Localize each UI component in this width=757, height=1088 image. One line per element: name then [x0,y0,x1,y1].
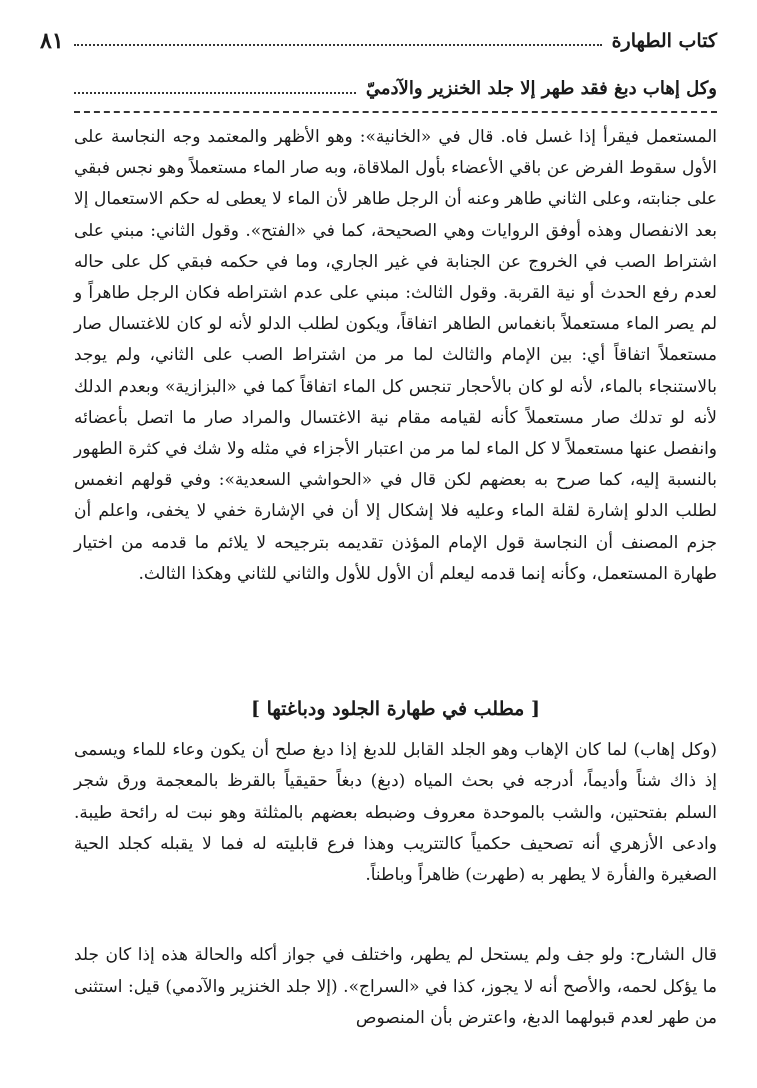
dotted-leader [74,44,602,46]
commentary-text: (وكل إهاب) لما كان الإهاب وهو الجلد القابل للدبغ إذا دبغ صلح أن يكون وعاء للماء ويسمى إذ ذاك شناً وأديماً، أدرجه في بحث المياه (دبغ) دبغاً حقيقياً بالقرظ بالمعجمة ورق شجر السلم بفتحتين، والشب بالموحدة معروف وضبطه بعضهم بالمثلثة وهو نبت له رائحة طيبة. وادعى الأزهري أنه تصحيف حكمياً كالتتريب وهذا فرع قابليته له فما لا يقبله كجلد الحية الصغيرة والفأرة لا يطهر به (طهرت) ظاهراً وباطناً. [74,740,717,886]
matn-line [74,72,717,104]
dashed-separator [74,111,717,113]
commentary-paragraph [74,940,717,1035]
running-head [40,22,717,60]
commentary-paragraph [74,735,717,891]
section-heading: [ مطلب في طهارة الجلود ودباغتها ] [251,698,540,720]
commentary-paragraph [74,122,717,590]
commentary-text: المستعمل فيقرأ إذا غسل فاه. قال في «الخانية»: وهو الأظهر والمعتمد وجه النجاسة على الأول سقوط الفرض عن باقي الأعضاء بأول الملاقاة، وبه صار الماء مستعملاً وهو نجس فبقي على جنابته، وعلى الثاني طاهر وعنه أن الرجل طاهر لأن الماء لا يعطى له حكم الاستعمال إلا بعد الانفصال وهذه أوفق الروايات وهي الصحيحة، كما في «الفتح». وقول الثاني: مبني على اشتراط الصب في الخروج عن الجنابة في غير الجاري، وما في حكمه فبقي كل على حاله لعدم رفع الحدث أو نية القربة. وقول الثالث: مبني على عدم اشتراطه فكان الرجل طاهراً و لم يصر الماء مستعملاً بانغماس الطاهر اتفاقاً، ويكون لطلب الدلو لأنه لو كان للاغتسال صار مستعملاً اتفاقاً أي: بين الإمام والثالث لما مر من اشتراط الصب على الثاني، ولم يوجد بالاستنجاء بالماء، لأنه لو كان بالأحجار تنجس كل الماء اتفاقاً كما في «البزازية» وبعدم الدلك لأنه لو تدلك صار مستعملاً كأنه لقيامه مقام نية الاغتسال والمراد صار ما اتصل بأعضائه وانفصل عنها مستعملاً لا كل الماء لما مر من اعتبار الأجزاء في مثله ولا شك في كثرة الطهور بالنسبة إليه، كما صرح به بعضهم لكن قال في «الحواشي السعدية»: وفي قولهم انغمس لطلب الدلو إشارة لقلة الماء وعليه فلا إشكال إلا أن في الإشارة خفي لا يخفى، واعلم أن جزم المصنف أن النجاسة قول الإمام المؤذن تقديمه بترجيحه لا يلائم ما قدمه من اختيار طهارة المستعمل، وكأنه إنما قدمه ليعلم أن الأول للأول والثاني للثاني وهكذا الثالث. [74,127,717,584]
dotted-leader [74,92,356,94]
commentary-text: قال الشارح: ولو جف ولم يستحل لم يطهر، واختلف في جواز أكله والحالة هذه إذا كان جلد ما يؤكل لحمه، والأصح أنه لا يجوز، كذا في «السراج». (إلا جلد الخنزير والآدمي) قيل: استثنى من طهر لعدم قبولهما الدبغ، واعترض بأن المنصوص [74,945,717,1028]
page-number: ٨١ [40,28,64,54]
book-title: كتاب الطهارة [611,30,717,52]
matn-text: وكل إهاب دبغ فقد طهر إلا جلد الخنزير والآدميّ [365,77,717,99]
